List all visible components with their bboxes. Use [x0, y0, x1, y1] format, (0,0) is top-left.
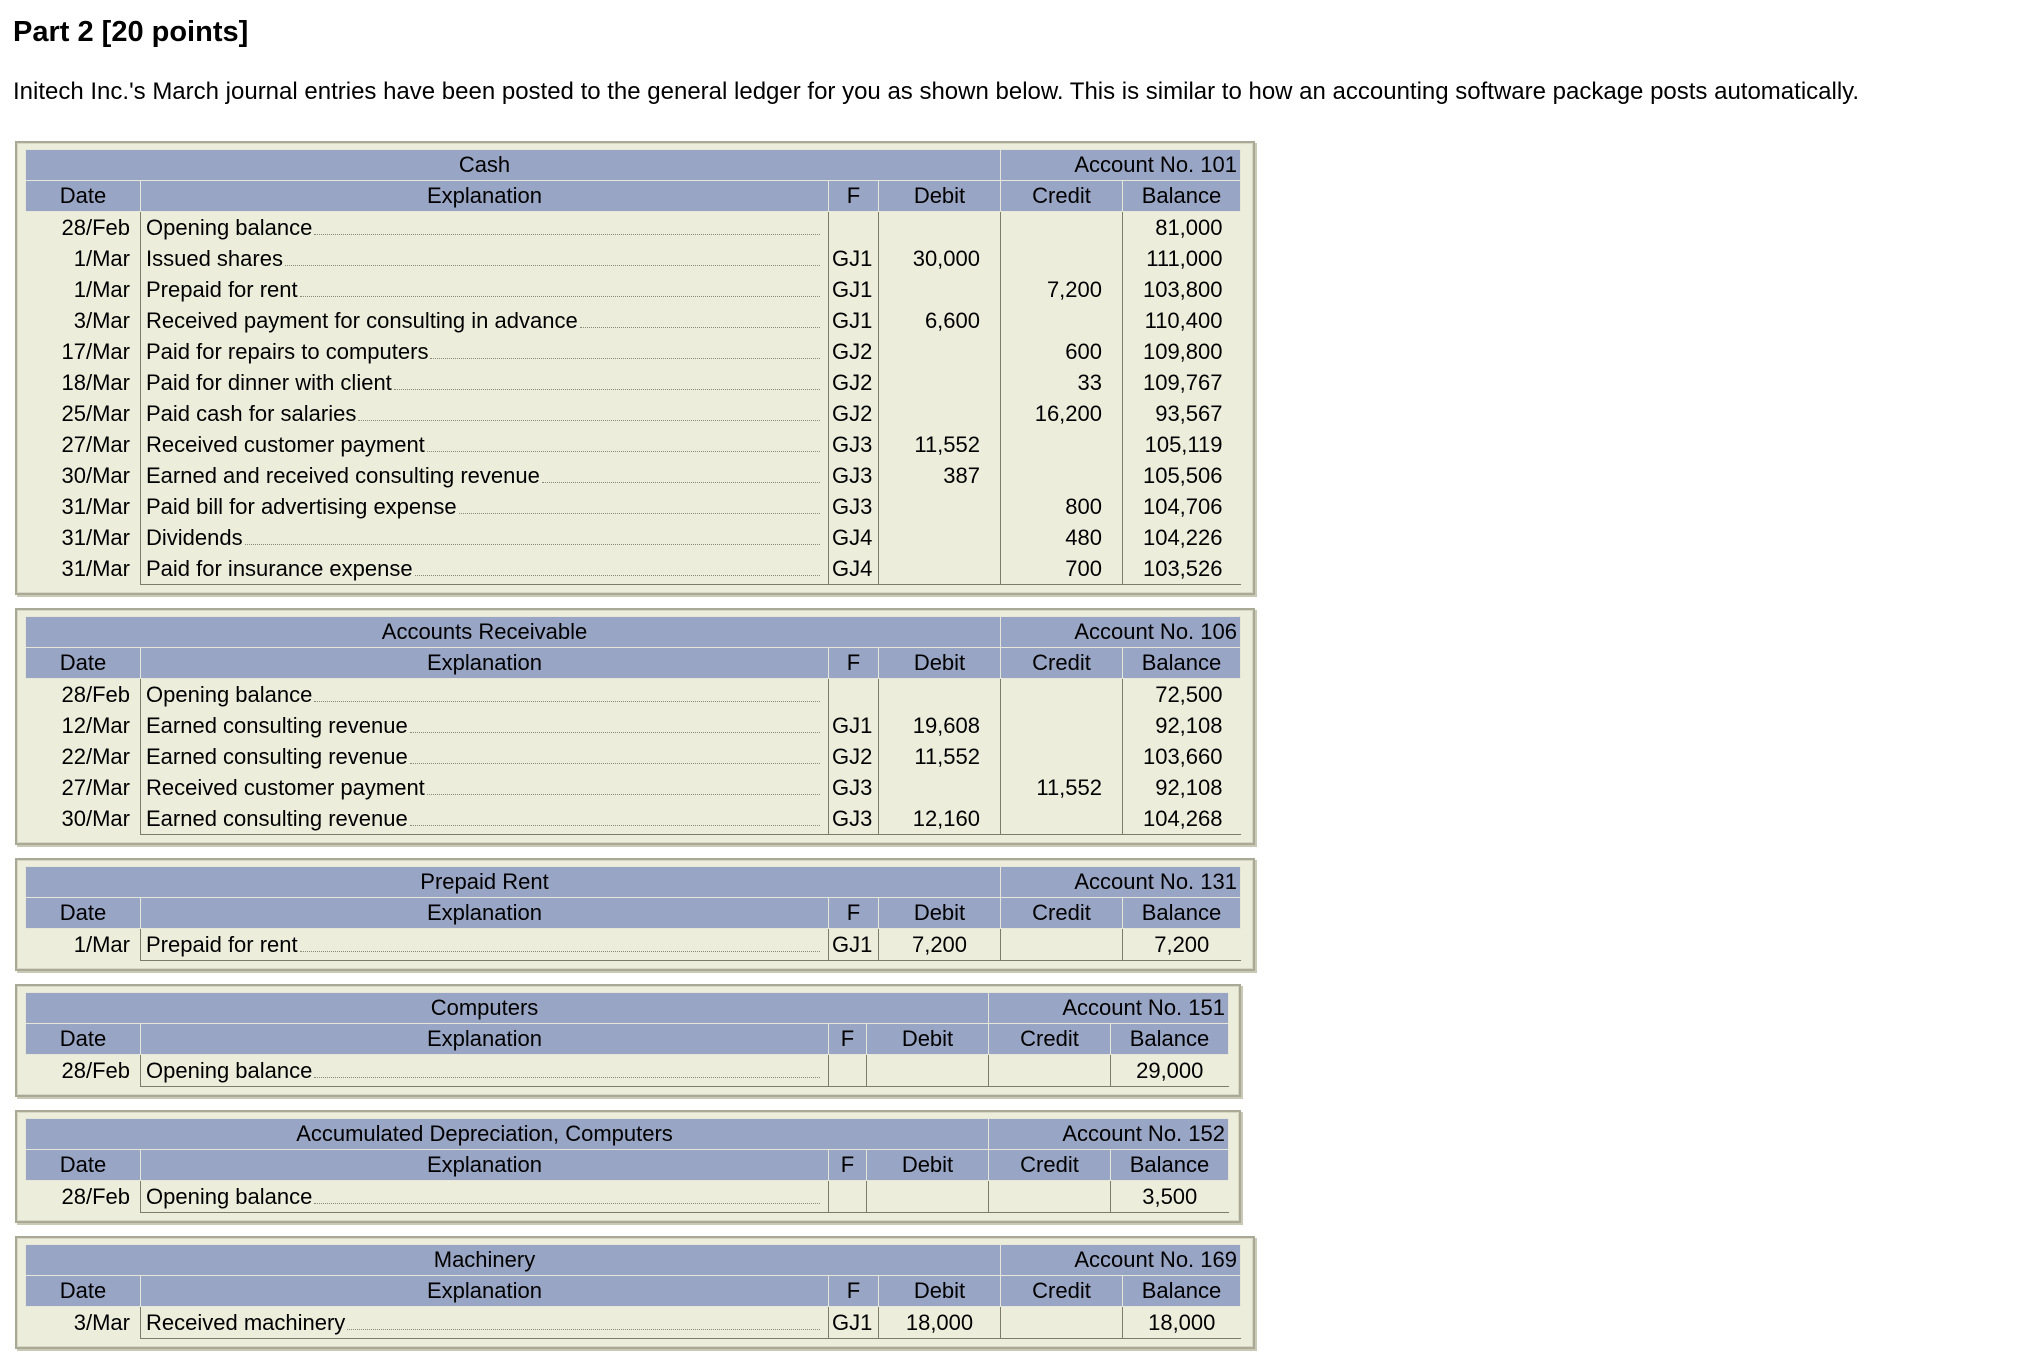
- entry-folio: GJ1: [829, 305, 879, 336]
- entry-folio: GJ1: [829, 710, 879, 741]
- entry-explanation: [141, 460, 829, 491]
- credit-header: Credit: [1001, 181, 1123, 212]
- balance-header: Balance: [1123, 1276, 1241, 1307]
- header-spacer: [26, 150, 141, 181]
- ledger-entry-row: [26, 553, 1241, 585]
- header-spacer: [829, 150, 1001, 181]
- entry-explanation: [141, 772, 829, 803]
- explanation-text: Earned consulting revenue: [146, 712, 408, 738]
- ledger-title-row: [26, 1119, 1229, 1150]
- folio-header: F: [829, 1024, 867, 1055]
- header-spacer: [829, 1245, 1001, 1276]
- entry-explanation: [141, 398, 829, 429]
- entry-debit: [879, 679, 1001, 711]
- entry-explanation: [141, 243, 829, 274]
- account-title: Accumulated Depreciation, Computers: [141, 1119, 829, 1150]
- ledger-entry-row: [26, 1307, 1241, 1339]
- explanation-header: Explanation: [141, 1024, 829, 1055]
- account-title: Cash: [141, 150, 829, 181]
- account-number: Account No. 169: [1001, 1245, 1241, 1276]
- entry-date: 30/Mar: [61, 805, 130, 831]
- entry-balance: 110,400: [1144, 307, 1223, 333]
- header-spacer: [26, 867, 141, 898]
- entry-explanation: [141, 522, 829, 553]
- entry-date: 28/Feb: [61, 214, 130, 240]
- entry-explanation: [141, 212, 829, 244]
- ledger-entry-row: [26, 460, 1241, 491]
- account-title: Computers: [141, 993, 829, 1024]
- dotted-leader: [314, 233, 820, 235]
- entry-date: 22/Mar: [61, 743, 130, 769]
- dotted-leader: [580, 326, 820, 328]
- ledger-table: [25, 1244, 1241, 1339]
- explanation-text: Opening balance: [146, 214, 313, 240]
- entry-debit: [879, 772, 1001, 803]
- account-number: Account No. 131: [1001, 867, 1241, 898]
- explanation-text: Issued shares: [146, 245, 283, 271]
- explanation-text: Paid bill for advertising expense: [146, 493, 457, 519]
- explanation-text: Opening balance: [146, 1183, 313, 1209]
- entry-debit: [879, 367, 1001, 398]
- entry-credit: 800: [1001, 491, 1123, 522]
- entry-credit: [1001, 741, 1123, 772]
- explanation-text: Earned consulting revenue: [146, 743, 408, 769]
- ledger-entry-row: [26, 929, 1241, 961]
- account-title: Machinery: [141, 1245, 829, 1276]
- ledger-entry-row: [26, 679, 1241, 711]
- dotted-leader: [300, 950, 820, 952]
- entry-explanation: [141, 1181, 829, 1213]
- entry-debit: [879, 491, 1001, 522]
- dotted-leader: [285, 264, 820, 266]
- entry-debit: [879, 398, 1001, 429]
- ledger-table: [25, 616, 1241, 835]
- entry-explanation: [141, 491, 829, 522]
- page-heading: Part 2 [20 points]: [13, 16, 249, 48]
- entry-credit: [1001, 212, 1123, 244]
- entry-debit: [879, 553, 1001, 585]
- explanation-text: Opening balance: [146, 681, 313, 707]
- entry-credit: [989, 1181, 1111, 1213]
- account-number: Account No. 106: [1001, 617, 1241, 648]
- header-spacer: [829, 617, 1001, 648]
- entry-credit: 700: [1001, 553, 1123, 585]
- ledger-3: [15, 858, 1255, 971]
- entry-balance: 29,000: [1111, 1055, 1229, 1087]
- explanation-header: Explanation: [141, 1276, 829, 1307]
- entry-debit: 11,552: [879, 429, 1001, 460]
- entry-credit: 7,200: [1001, 274, 1123, 305]
- column-header-row: [26, 898, 1241, 929]
- entry-debit: 7,200: [879, 929, 1001, 961]
- entry-balance: 7,200: [1123, 929, 1241, 961]
- entry-debit: [879, 212, 1001, 244]
- ledger-entry-row: [26, 398, 1241, 429]
- ledger-entry-row: [26, 243, 1241, 274]
- explanation-text: Received customer payment: [146, 431, 425, 457]
- ledger-table: [25, 1118, 1229, 1213]
- entry-balance: 109,800: [1142, 338, 1223, 364]
- ledger-title-row: [26, 617, 1241, 648]
- entry-folio: GJ1: [829, 929, 879, 961]
- entry-credit: [1001, 460, 1123, 491]
- entry-credit: [1001, 679, 1123, 711]
- header-spacer: [26, 617, 141, 648]
- column-header-row: [26, 181, 1241, 212]
- column-header-row: [26, 648, 1241, 679]
- entry-credit: [1001, 429, 1123, 460]
- entry-credit: [989, 1055, 1111, 1087]
- explanation-text: Earned and received consulting revenue: [146, 462, 540, 488]
- column-header-row: [26, 1276, 1241, 1307]
- entry-explanation: [141, 1307, 829, 1339]
- account-number: Account No. 101: [1001, 150, 1241, 181]
- balance-header: Balance: [1111, 1024, 1229, 1055]
- balance-header: Balance: [1123, 648, 1241, 679]
- entry-folio: GJ3: [829, 460, 879, 491]
- entry-date: 17/Mar: [61, 338, 130, 364]
- entry-date: 12/Mar: [61, 712, 130, 738]
- entry-credit: [1001, 243, 1123, 274]
- entry-credit: [1001, 710, 1123, 741]
- entry-folio: GJ3: [829, 491, 879, 522]
- explanation-header: Explanation: [141, 181, 829, 212]
- entry-date: 31/Mar: [61, 555, 130, 581]
- explanation-text: Received payment for consulting in advance: [146, 307, 578, 333]
- folio-header: F: [829, 1276, 879, 1307]
- debit-header: Debit: [879, 648, 1001, 679]
- ledger-6: [15, 1236, 1255, 1349]
- dotted-leader: [394, 388, 820, 390]
- explanation-text: Prepaid for rent: [146, 276, 298, 302]
- ledger-entry-row: [26, 522, 1241, 553]
- explanation-header: Explanation: [141, 1150, 829, 1181]
- header-spacer: [829, 867, 1001, 898]
- entry-balance: 93,567: [1155, 400, 1223, 426]
- entry-debit: 387: [879, 460, 1001, 491]
- explanation-text: Opening balance: [146, 1057, 313, 1083]
- entry-credit: [1001, 305, 1123, 336]
- entry-date: 1/Mar: [73, 931, 130, 957]
- dotted-leader: [347, 1328, 820, 1330]
- general-ledger: [15, 141, 1255, 1362]
- credit-header: Credit: [1001, 1276, 1123, 1307]
- dotted-leader: [542, 481, 820, 483]
- entry-balance: 103,800: [1142, 276, 1223, 302]
- folio-header: F: [829, 181, 879, 212]
- ledger-1: [15, 141, 1255, 595]
- account-title: Prepaid Rent: [141, 867, 829, 898]
- dotted-leader: [415, 574, 820, 576]
- ledger-entry-row: [26, 305, 1241, 336]
- balance-header: Balance: [1123, 181, 1241, 212]
- entry-date: 31/Mar: [61, 493, 130, 519]
- entry-balance: 103,660: [1142, 743, 1223, 769]
- entry-date: 28/Feb: [61, 1057, 130, 1083]
- ledger-title-row: [26, 1245, 1241, 1276]
- dotted-leader: [245, 543, 820, 545]
- entry-folio: GJ2: [829, 741, 879, 772]
- entry-explanation: [141, 710, 829, 741]
- entry-explanation: [141, 803, 829, 835]
- date-header: Date: [26, 898, 141, 929]
- entry-date: 1/Mar: [73, 245, 130, 271]
- header-spacer: [26, 1119, 141, 1150]
- entry-balance: 92,108: [1155, 712, 1223, 738]
- explanation-header: Explanation: [141, 898, 829, 929]
- entry-credit: [1001, 929, 1123, 961]
- dotted-leader: [410, 824, 820, 826]
- entry-debit: 12,160: [879, 803, 1001, 835]
- dotted-leader: [410, 731, 820, 733]
- credit-header: Credit: [1001, 898, 1123, 929]
- dotted-leader: [430, 357, 820, 359]
- explanation-text: Paid for repairs to computers: [146, 338, 429, 364]
- entry-folio: [829, 1181, 867, 1213]
- dotted-leader: [300, 295, 820, 297]
- entry-balance: 72,500: [1155, 681, 1223, 707]
- ledger-entry-row: [26, 429, 1241, 460]
- entry-folio: [829, 1055, 867, 1087]
- dotted-leader: [314, 700, 820, 702]
- ledger-entry-row: [26, 741, 1241, 772]
- date-header: Date: [26, 1024, 141, 1055]
- dotted-leader: [459, 512, 820, 514]
- account-title: Accounts Receivable: [141, 617, 829, 648]
- debit-header: Debit: [867, 1150, 989, 1181]
- entry-date: 3/Mar: [73, 1309, 130, 1335]
- entry-balance: 103,526: [1123, 553, 1241, 585]
- entry-explanation: [141, 553, 829, 585]
- ledger-entry-row: [26, 803, 1241, 835]
- entry-folio: GJ1: [829, 243, 879, 274]
- ledger-entry-row: [26, 1055, 1229, 1087]
- debit-header: Debit: [879, 1276, 1001, 1307]
- entry-date: 28/Feb: [61, 681, 130, 707]
- ledger-table: [25, 992, 1229, 1087]
- header-spacer: [829, 993, 989, 1024]
- entry-credit: 600: [1001, 336, 1123, 367]
- dotted-leader: [427, 450, 820, 452]
- entry-credit: [1001, 803, 1123, 835]
- entry-explanation: [141, 1055, 829, 1087]
- explanation-text: Received machinery: [146, 1309, 346, 1335]
- entry-debit: 19,608: [879, 710, 1001, 741]
- dotted-leader: [410, 762, 820, 764]
- entry-credit: [1001, 1307, 1123, 1339]
- ledger-entry-row: [26, 336, 1241, 367]
- entry-debit: [879, 274, 1001, 305]
- entry-date: 28/Feb: [61, 1183, 130, 1209]
- dotted-leader: [314, 1076, 820, 1078]
- entry-balance: 104,268: [1123, 803, 1241, 835]
- entry-folio: GJ3: [829, 772, 879, 803]
- entry-balance: 104,226: [1142, 524, 1223, 550]
- entry-folio: GJ2: [829, 367, 879, 398]
- entry-explanation: [141, 429, 829, 460]
- entry-balance: 105,506: [1142, 462, 1223, 488]
- dotted-leader: [314, 1202, 820, 1204]
- ledger-entry-row: [26, 367, 1241, 398]
- credit-header: Credit: [989, 1150, 1111, 1181]
- entry-date: 30/Mar: [61, 462, 130, 488]
- entry-balance: 92,108: [1155, 774, 1223, 800]
- explanation-text: Paid for dinner with client: [146, 369, 392, 395]
- ledger-4: [15, 984, 1241, 1097]
- entry-balance: 18,000: [1123, 1307, 1241, 1339]
- debit-header: Debit: [879, 898, 1001, 929]
- entry-debit: [879, 522, 1001, 553]
- explanation-text: Paid for insurance expense: [146, 555, 413, 581]
- entry-date: 18/Mar: [61, 369, 130, 395]
- explanation-text: Dividends: [146, 524, 243, 550]
- date-header: Date: [26, 181, 141, 212]
- entry-explanation: [141, 336, 829, 367]
- ledger-entry-row: [26, 491, 1241, 522]
- entry-date: 31/Mar: [61, 524, 130, 550]
- header-spacer: [829, 1119, 989, 1150]
- entry-folio: GJ3: [829, 803, 879, 835]
- explanation-text: Paid cash for salaries: [146, 400, 357, 426]
- column-header-row: [26, 1024, 1229, 1055]
- ledger-entry-row: [26, 1181, 1229, 1213]
- explanation-header: Explanation: [141, 648, 829, 679]
- date-header: Date: [26, 1276, 141, 1307]
- entry-balance: 3,500: [1111, 1181, 1229, 1213]
- entry-balance: 109,767: [1142, 369, 1223, 395]
- account-number: Account No. 151: [989, 993, 1229, 1024]
- entry-debit: [879, 336, 1001, 367]
- entry-explanation: [141, 929, 829, 961]
- ledger-entry-row: [26, 212, 1241, 244]
- entry-credit: 11,552: [1001, 772, 1123, 803]
- entry-explanation: [141, 305, 829, 336]
- credit-header: Credit: [989, 1024, 1111, 1055]
- date-header: Date: [26, 648, 141, 679]
- ledger-entry-row: [26, 710, 1241, 741]
- entry-date: 3/Mar: [73, 307, 130, 333]
- ledger-title-row: [26, 993, 1229, 1024]
- entry-date: 25/Mar: [61, 400, 130, 426]
- entry-explanation: [141, 679, 829, 711]
- credit-header: Credit: [1001, 648, 1123, 679]
- explanation-text: Earned consulting revenue: [146, 805, 408, 831]
- entry-credit: 16,200: [1001, 398, 1123, 429]
- explanation-text: Prepaid for rent: [146, 931, 298, 957]
- entry-debit: 30,000: [879, 243, 1001, 274]
- entry-debit: [867, 1181, 989, 1213]
- folio-header: F: [829, 898, 879, 929]
- entry-balance: 104,706: [1142, 493, 1223, 519]
- debit-header: Debit: [879, 181, 1001, 212]
- header-spacer: [26, 1245, 141, 1276]
- intro-text: Initech Inc.'s March journal entries have been posted to the general ledger for you as shown below. This is similar to how an accounting software package posts automatically.: [13, 78, 1860, 105]
- entry-date: 27/Mar: [61, 431, 130, 457]
- header-spacer: [26, 993, 141, 1024]
- entry-balance: 111,000: [1146, 245, 1223, 271]
- balance-header: Balance: [1111, 1150, 1229, 1181]
- debit-header: Debit: [867, 1024, 989, 1055]
- entry-date: 27/Mar: [61, 774, 130, 800]
- entry-folio: [829, 679, 879, 711]
- entry-explanation: [141, 741, 829, 772]
- entry-debit: 6,600: [879, 305, 1001, 336]
- entry-debit: 18,000: [879, 1307, 1001, 1339]
- entry-credit: 480: [1001, 522, 1123, 553]
- entry-debit: 11,552: [879, 741, 1001, 772]
- entry-credit: 33: [1001, 367, 1123, 398]
- entry-debit: [867, 1055, 989, 1087]
- entry-folio: GJ4: [829, 522, 879, 553]
- balance-header: Balance: [1123, 898, 1241, 929]
- ledger-2: [15, 608, 1255, 845]
- ledger-entry-row: [26, 772, 1241, 803]
- explanation-text: Received customer payment: [146, 774, 425, 800]
- ledger-5: [15, 1110, 1241, 1223]
- entry-date: 1/Mar: [73, 276, 130, 302]
- entry-balance: 81,000: [1155, 214, 1223, 240]
- account-number: Account No. 152: [989, 1119, 1229, 1150]
- entry-explanation: [141, 274, 829, 305]
- entry-folio: GJ3: [829, 429, 879, 460]
- ledger-table: [25, 866, 1241, 961]
- folio-header: F: [829, 1150, 867, 1181]
- ledger-entry-row: [26, 274, 1241, 305]
- date-header: Date: [26, 1150, 141, 1181]
- entry-folio: GJ2: [829, 336, 879, 367]
- entry-folio: GJ1: [829, 1307, 879, 1339]
- ledger-title-row: [26, 150, 1241, 181]
- ledger-table: [25, 149, 1241, 585]
- entry-folio: GJ2: [829, 398, 879, 429]
- folio-header: F: [829, 648, 879, 679]
- dotted-leader: [427, 793, 820, 795]
- entry-folio: [829, 212, 879, 244]
- column-header-row: [26, 1150, 1229, 1181]
- ledger-title-row: [26, 867, 1241, 898]
- dotted-leader: [358, 419, 820, 421]
- entry-balance: 105,119: [1144, 431, 1223, 457]
- entry-folio: GJ4: [829, 553, 879, 585]
- entry-folio: GJ1: [829, 274, 879, 305]
- entry-explanation: [141, 367, 829, 398]
